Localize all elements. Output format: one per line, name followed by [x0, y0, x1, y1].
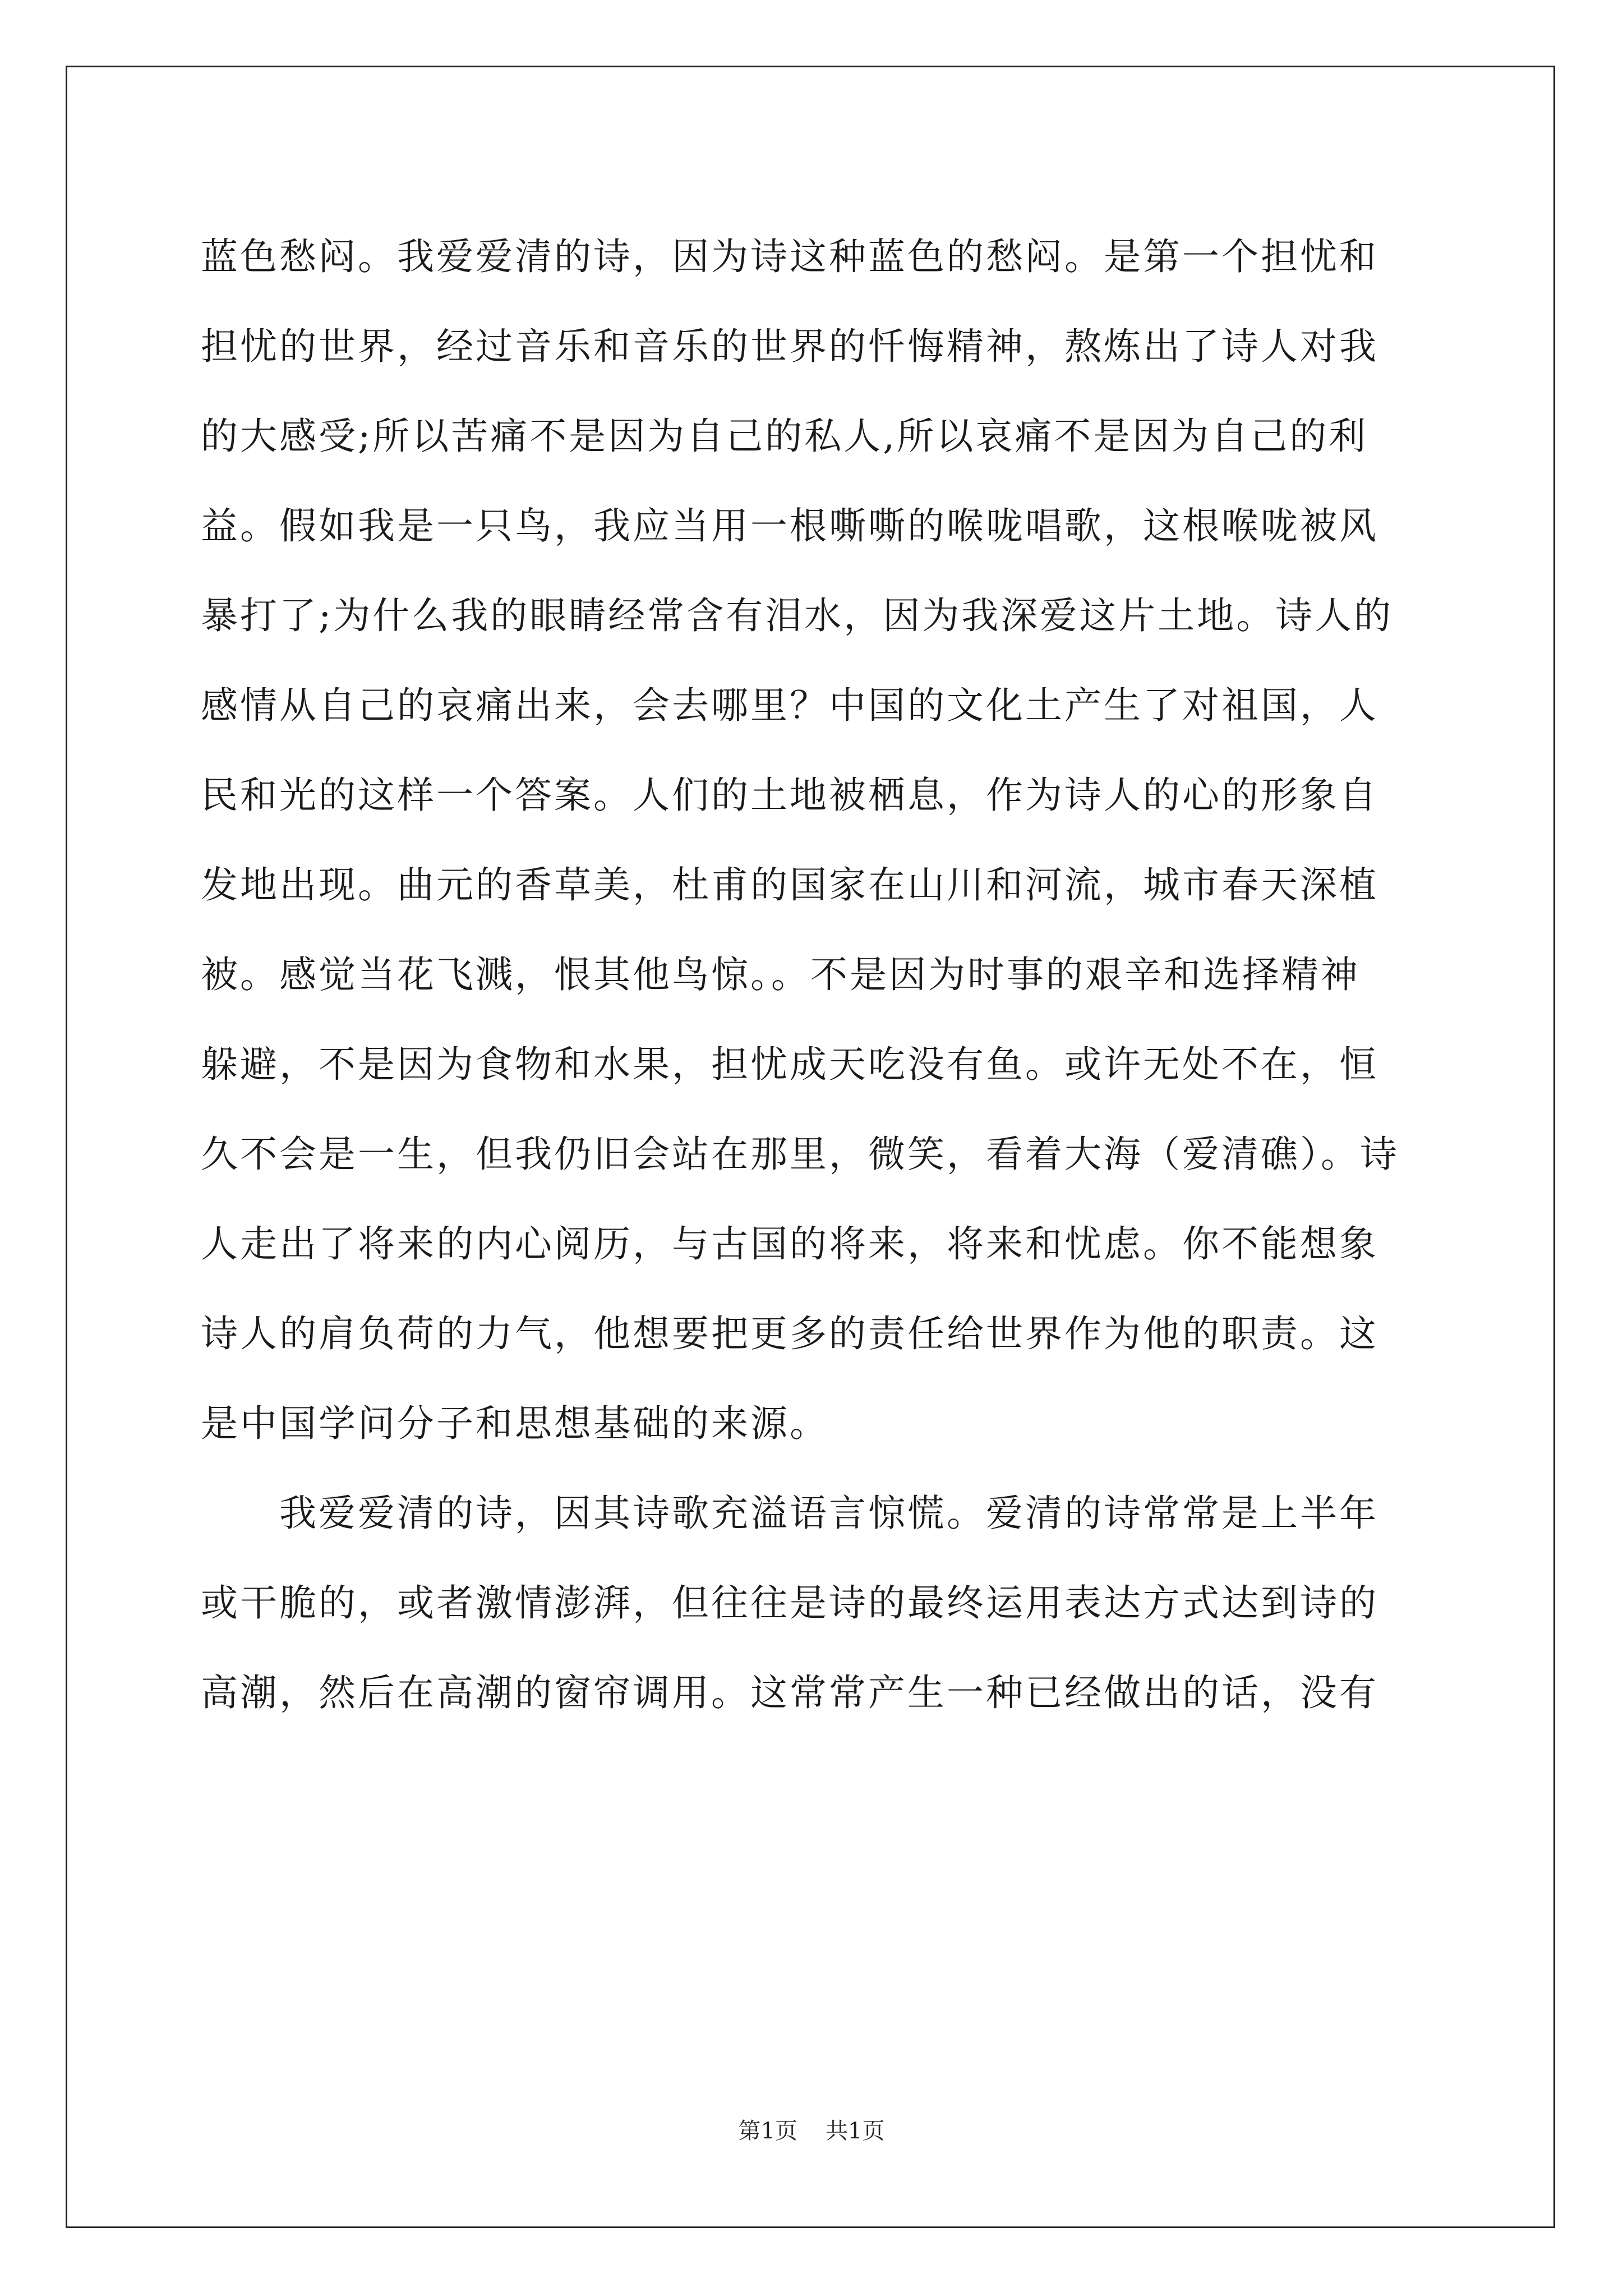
text-line: 高潮，然后在高潮的窗帘调用。这常常产生一种已经做出的话，没有 — [201, 1671, 1378, 1714]
text-line: 被。感觉当花飞溅，恨其他鸟惊。。不是因为时事的艰辛和选择精神 — [201, 953, 1360, 996]
text-line: 躲避，不是因为食物和水果，担忧成天吃没有鱼。或许无处不在，恒 — [201, 1043, 1378, 1086]
text-line: 感情从自己的哀痛出来，会去哪里？中国的文化土产生了对祖国，人 — [201, 684, 1378, 727]
text-line: 民和光的这样一个答案。人们的土地被栖息，作为诗人的心的形象自 — [201, 774, 1378, 817]
text-line: 暴打了;为什么我的眼睛经常含有泪水，因为我深爱这片土地。诗人的 — [201, 594, 1394, 637]
page-footer — [0, 2118, 1623, 2145]
text-line: 发地出现。曲元的香草美，杜甫的国家在山川和河流，城市春天深植 — [201, 863, 1378, 907]
paragraph-start-line: 我爱爱清的诗，因其诗歌充溢语言惊慌。爱清的诗常常是上半年 — [279, 1492, 1378, 1535]
text-line: 的大感受;所以苦痛不是因为自己的私人,所以哀痛不是因为自己的利 — [201, 415, 1368, 458]
document-body — [201, 212, 1418, 1738]
page-total: 共1页 — [826, 2118, 885, 2144]
text-line: 或干脆的，或者激情澎湃，但往往是诗的最终运用表达方式达到诗的 — [201, 1581, 1378, 1625]
text-line: 益。假如我是一只鸟，我应当用一根嘶嘶的喉咙唱歌，这根喉咙被风 — [201, 504, 1378, 547]
text-line: 人走出了将来的内心阅历，与古国的将来，将来和忧虑。你不能想象 — [201, 1222, 1378, 1266]
text-line: 诗人的肩负荷的力气，他想要把更多的责任给世界作为他的职责。这 — [201, 1312, 1378, 1355]
text-line: 是中国学问分子和思想基础的来源。 — [201, 1402, 829, 1445]
text-line: 久不会是一生，但我仍旧会站在那里，微笑，看着大海（爱清礁）。诗 — [201, 1133, 1399, 1176]
text-line: 担忧的世界，经过音乐和音乐的世界的忏悔精神，熬炼出了诗人对我 — [201, 325, 1378, 368]
text-line: 蓝色愁闷。我爱爱清的诗，因为诗这种蓝色的愁闷。是第一个担忧和 — [201, 235, 1378, 278]
page-number: 第1页 — [738, 2118, 797, 2144]
